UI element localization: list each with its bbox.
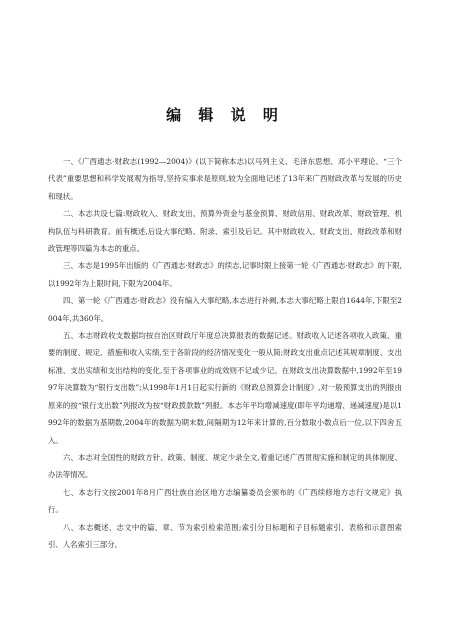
paragraph-7: 七、本志行文按2001年8月广西壮族自治区地方志编纂委员会颁布的《广西续修地方志行文规定》执行。 <box>48 487 402 515</box>
paragraph-8: 八、本志概述、志文中的篇、章、节为索引检索范围;索引分目标题和子目标题索引、表格和示意图索引、人名索引三部分。 <box>48 522 402 549</box>
paragraph-5: 五、本志财政收支数据均按自治区财政厅年度总决算报表的数据记述。财政收入记述各项收入政策、重要的制度、规定、措施和收入实绩,至于各阶段的经济情况变化一般从简;财政支出重点记述其规章制度、支出标准、支出实绩和支出结构的变化,至于各项事业的成效则不记或少记。在财政支出决算数据中,1992年至1997年决算数为“银行支出数”;从1998年1月1日起实行新的《财政总预算会计制度》,对一般预算支出的列报由原来的按“银行支出数”列报改为按“财政拨款数”列报。本志年平均增减速度(即年平均递增、递减速度)是以1992年的数据为基期数,2004年的数据为期末数,间隔期为12年来计算的,百分数取小数点后一位,以下四舍五入。 <box>48 331 402 445</box>
paragraph-4: 四、第一轮《广西通志·财政志》没有编入大事纪略,本志进行补阙,本志大事纪略上限自1644年,下限至2004年,共360年。 <box>48 296 402 323</box>
paragraph-1: 一、《广西通志·财政志(1992—2004)》(以下简称本志)以马列主义、毛泽东思想、邓小平理论、“三个代表”重要思想和科学发展观为指导,坚持实事求是原则,较为全面地记述了13年来广西财政改革与发展的历史和现状。 <box>48 157 402 201</box>
paragraph-3: 三、本志是1995年出版的《广西通志·财政志》的续志,记事时限上接第一轮《广西通志·财政志》的下限,以1992年为上限时间,下限为2004年。 <box>48 261 402 288</box>
paragraph-2: 二、本志共设七篇:财政收入、财政支出、预算外资金与基金预算、财政信用、财政改革、财政管理、机构队伍与科研教育。前有概述,后设大事纪略、附录、索引及后记。其中财政收入、财政支出、财政改革和财政管理等四篇为本志的重点。 <box>48 209 402 254</box>
paragraph-6: 六、本志对全国性的财政方针、政策、制度、规定少录全文,着重记述广西贯彻实施和制定的具体制度、办法等情况。 <box>48 452 402 480</box>
editorial-notes-body <box>48 153 402 553</box>
page-title: 编 辑 说 明 <box>166 106 284 124</box>
